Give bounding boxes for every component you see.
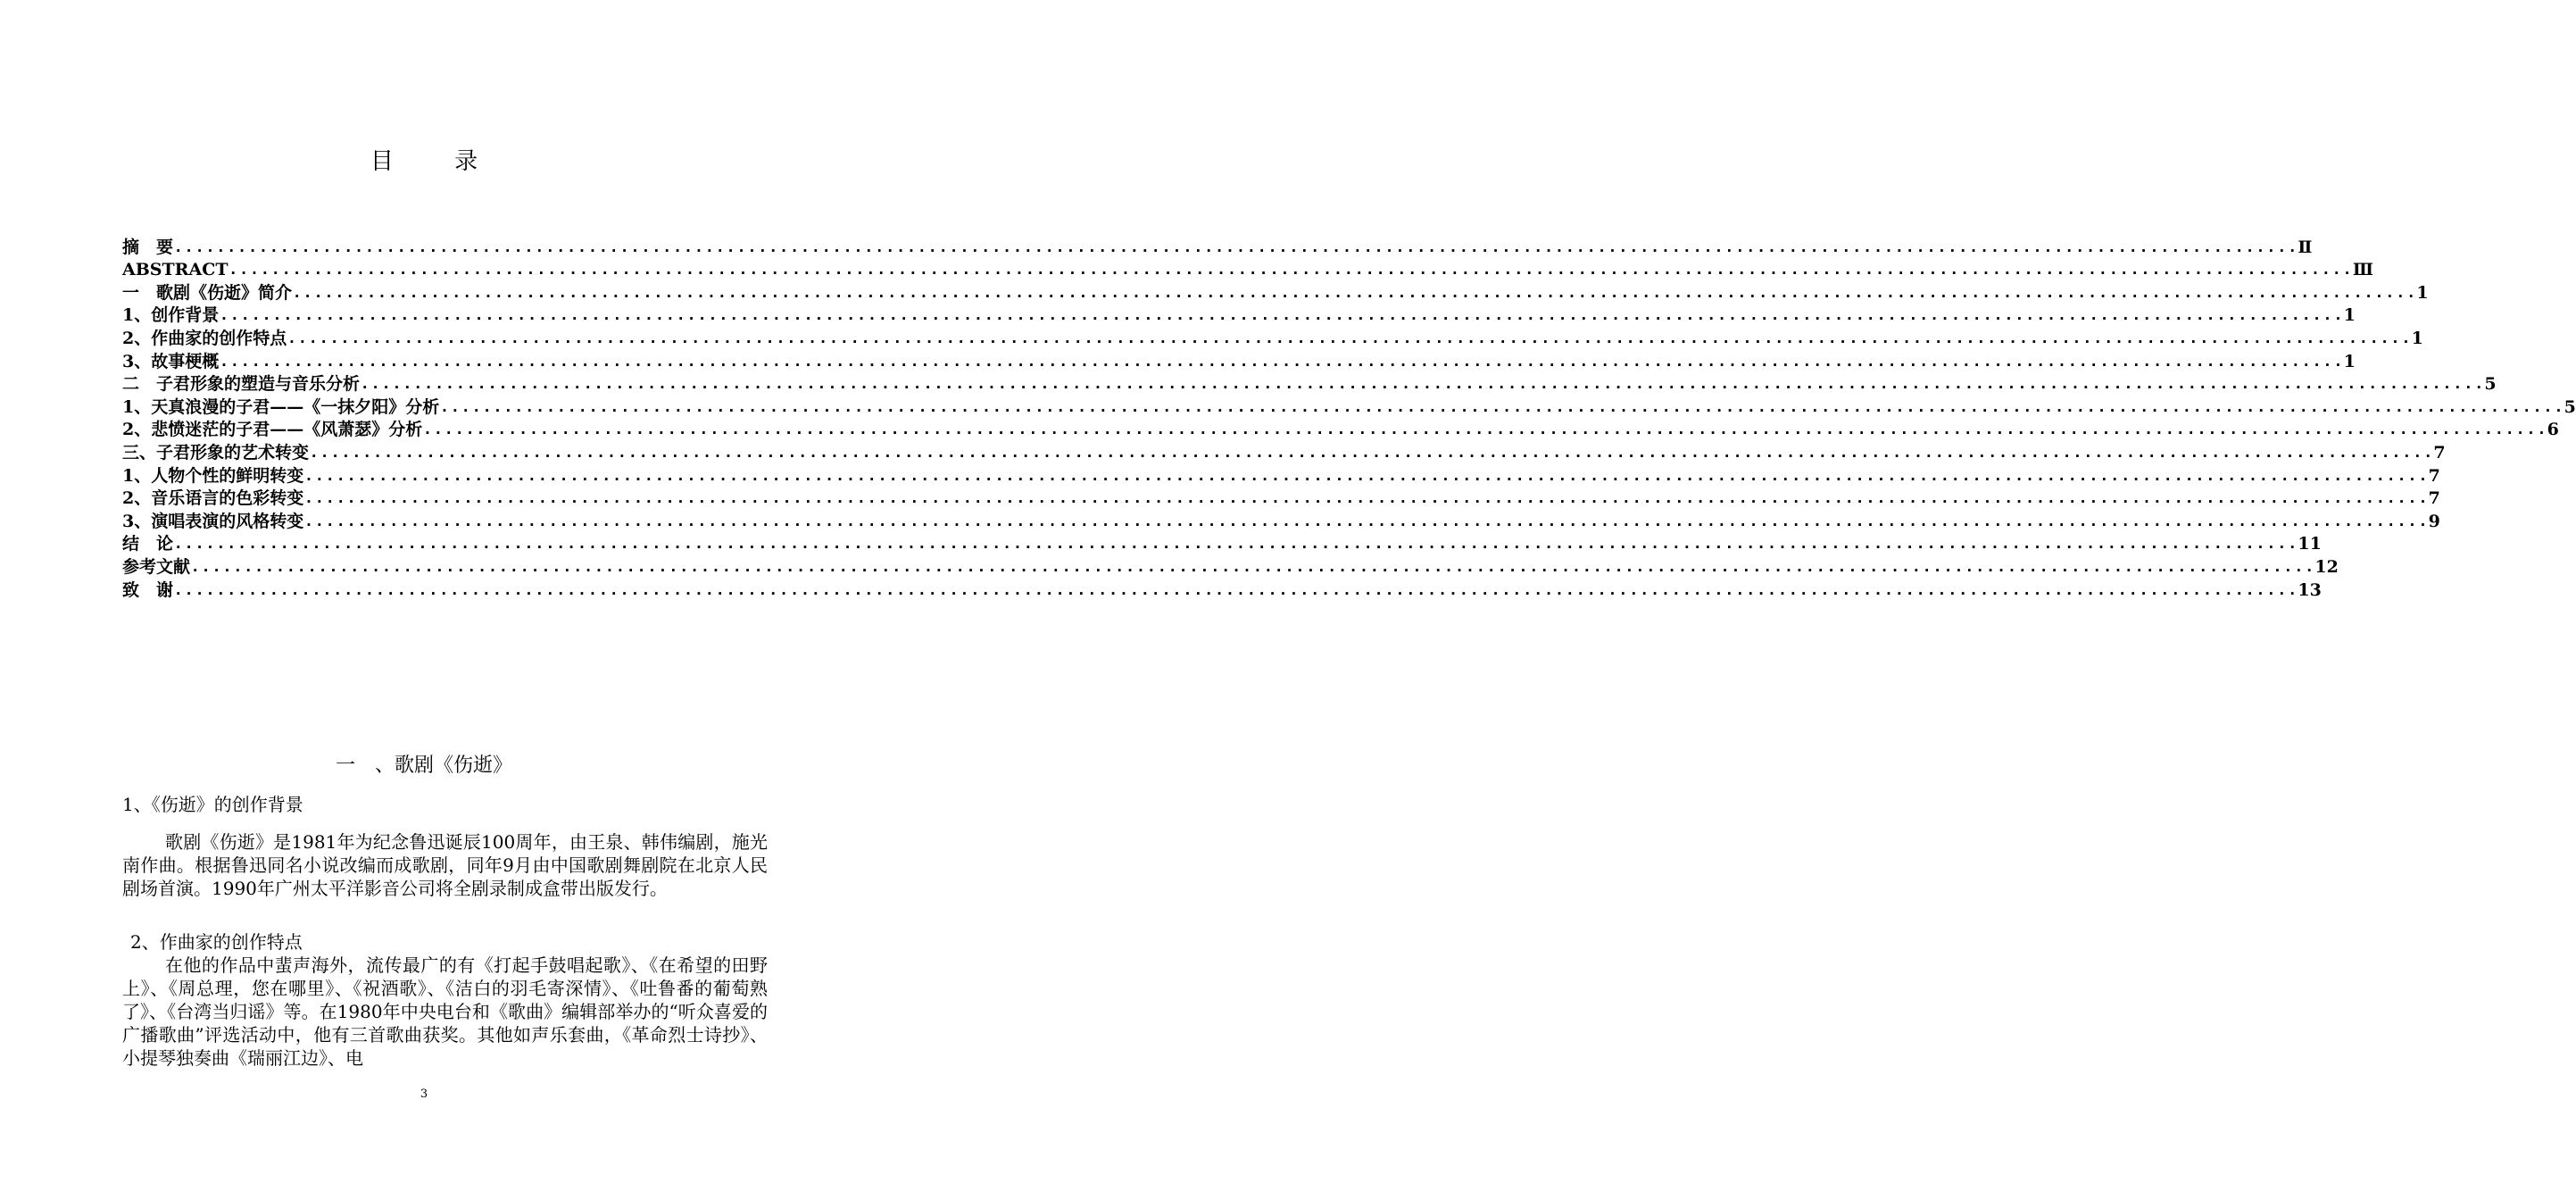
toc-entry[interactable] bbox=[122, 555, 2339, 579]
toc-leader-dots: ........................................................................................................................................................................................................ bbox=[292, 282, 2417, 303]
toc-entry-page: 7 bbox=[2428, 465, 2440, 486]
toc-entry-label: 摘 要 bbox=[122, 237, 174, 257]
toc-entry-label: 致 谢 bbox=[122, 579, 174, 600]
toc-entry[interactable] bbox=[122, 396, 2576, 419]
paragraph-creation-background: 歌剧《伤逝》是1981年为纪念鲁迅诞辰100周年，由王泉、韩伟编剧，施光南作曲。根据鲁迅同名小说改编而成歌剧，同年9月由中国歌剧舞剧院在北京人民剧场首演。1990年广州太平洋影音公司将全剧录制成盒带出版发行。 bbox=[122, 831, 768, 899]
toc-entry-label: 三、子君形象的艺术转变 bbox=[122, 442, 310, 462]
toc-leader-dots: ........................................................................................................................................................................................................ bbox=[219, 351, 2344, 371]
toc-entry-page: 12 bbox=[2314, 556, 2339, 577]
toc-entry-label: 二 子君形象的塑造与音乐分析 bbox=[122, 374, 361, 395]
toc-entry[interactable] bbox=[122, 510, 2440, 533]
toc-leader-dots: ........................................................................................................................................................................................................ bbox=[190, 556, 2315, 577]
subheading-composer-features: 2、作曲家的创作特点 bbox=[130, 931, 303, 953]
toc-entry-page: 1 bbox=[2411, 328, 2423, 348]
toc-entry[interactable] bbox=[122, 464, 2440, 488]
toc-title: 目 录 bbox=[370, 148, 505, 175]
toc-leader-dots: ........................................................................................................................................................................................................ bbox=[287, 328, 2412, 348]
toc-entry-page: 7 bbox=[2428, 488, 2440, 509]
toc-leader-dots: ........................................................................................................................................................................................................ bbox=[173, 534, 2298, 554]
subheading-creation-background: 1、《伤逝》的创作背景 bbox=[122, 794, 303, 815]
toc-leader-dots: ........................................................................................................................................................................................................ bbox=[303, 488, 2429, 509]
toc-entry-page: 7 bbox=[2433, 442, 2446, 462]
toc-entry[interactable] bbox=[122, 441, 2446, 464]
toc-entry[interactable] bbox=[122, 488, 2440, 511]
toc-entry-page: 1 bbox=[2343, 351, 2356, 371]
toc-entry-page: 5 bbox=[2564, 396, 2576, 417]
toc-leader-dots: ........................................................................................................................................................................................................ bbox=[219, 305, 2344, 326]
toc-entry[interactable] bbox=[122, 327, 2423, 350]
section-title: 一 、歌剧《伤逝》 bbox=[335, 754, 512, 777]
toc-entry-page: 9 bbox=[2428, 511, 2440, 531]
toc-entry-label: 2、悲愤迷茫的子君——《风萧瑟》分析 bbox=[122, 420, 423, 440]
toc-entry-page: 6 bbox=[2547, 420, 2559, 440]
paragraph-composer-features: 在他的作品中蜚声海外，流传最广的有《打起手鼓唱起歌》、《在希望的田野上》、《周总理，您在哪里》、《祝酒歌》、《洁白的羽毛寄深情》、《吐鲁番的葡萄熟了》、《台湾当归谣》等。在1980年中央电台和《歌曲》编辑部举办的“听众喜爱的广播歌曲”评选活动中，他有三首歌曲获奖。其他如声乐套曲，《革命烈士诗抄》、小提琴独奏曲《瑞丽江边》、电 bbox=[122, 954, 768, 1069]
toc-entry-page: Ⅱ bbox=[2298, 237, 2313, 257]
toc-entry[interactable] bbox=[122, 281, 2429, 304]
toc-entry-label: 1、创作背景 bbox=[122, 305, 220, 326]
toc-leader-dots: ........................................................................................................................................................................................................ bbox=[309, 442, 2434, 462]
toc-entry-page: Ⅲ bbox=[2352, 260, 2373, 280]
toc-list bbox=[122, 236, 2576, 602]
toc-entry-label: 一 歌剧《伤逝》简介 bbox=[122, 282, 293, 303]
toc-entry[interactable] bbox=[122, 304, 2356, 328]
toc-entry-label: 2、作曲家的创作特点 bbox=[122, 328, 287, 348]
toc-entry-page: 13 bbox=[2298, 579, 2322, 600]
toc-leader-dots: ........................................................................................................................................................................................................ bbox=[303, 465, 2429, 486]
toc-entry-page: 11 bbox=[2298, 534, 2322, 554]
toc-entry-label: ABSTRACT bbox=[122, 260, 229, 280]
toc-entry-label: 1、人物个性的鲜明转变 bbox=[122, 465, 304, 486]
toc-entry-label: 3、故事梗概 bbox=[122, 351, 220, 371]
toc-entry[interactable] bbox=[122, 579, 2322, 602]
toc-leader-dots: ........................................................................................................................................................................................................ bbox=[439, 396, 2564, 417]
page-number: 3 bbox=[420, 1088, 428, 1101]
toc-entry-label: 3、演唱表演的风格转变 bbox=[122, 511, 304, 531]
toc-entry[interactable] bbox=[122, 236, 2313, 259]
toc-entry-label: 1、天真浪漫的子君——《一抹夕阳》分析 bbox=[122, 396, 440, 417]
toc-entry-label: 结 论 bbox=[122, 534, 174, 554]
toc-entry[interactable] bbox=[122, 419, 2559, 442]
toc-entry[interactable] bbox=[122, 259, 2373, 282]
toc-entry-label: 2、音乐语言的色彩转变 bbox=[122, 488, 304, 509]
toc-leader-dots: ........................................................................................................................................................................................................ bbox=[360, 374, 2485, 395]
toc-leader-dots: ........................................................................................................................................................................................................ bbox=[303, 511, 2429, 531]
toc-entry[interactable] bbox=[122, 350, 2356, 373]
toc-entry-page: 1 bbox=[2416, 282, 2429, 303]
toc-leader-dots: ........................................................................................................................................................................................................ bbox=[422, 420, 2547, 440]
toc-leader-dots: ........................................................................................................................................................................................................ bbox=[173, 579, 2298, 600]
toc-entry[interactable] bbox=[122, 533, 2322, 556]
toc-entry-label: 参考文献 bbox=[122, 556, 191, 577]
toc-entry-page: 5 bbox=[2484, 374, 2497, 395]
toc-leader-dots: ........................................................................................................................................................................................................ bbox=[228, 260, 2353, 280]
toc-entry[interactable] bbox=[122, 373, 2497, 396]
toc-leader-dots: ........................................................................................................................................................................................................ bbox=[173, 237, 2298, 257]
toc-entry-page: 1 bbox=[2343, 305, 2356, 326]
